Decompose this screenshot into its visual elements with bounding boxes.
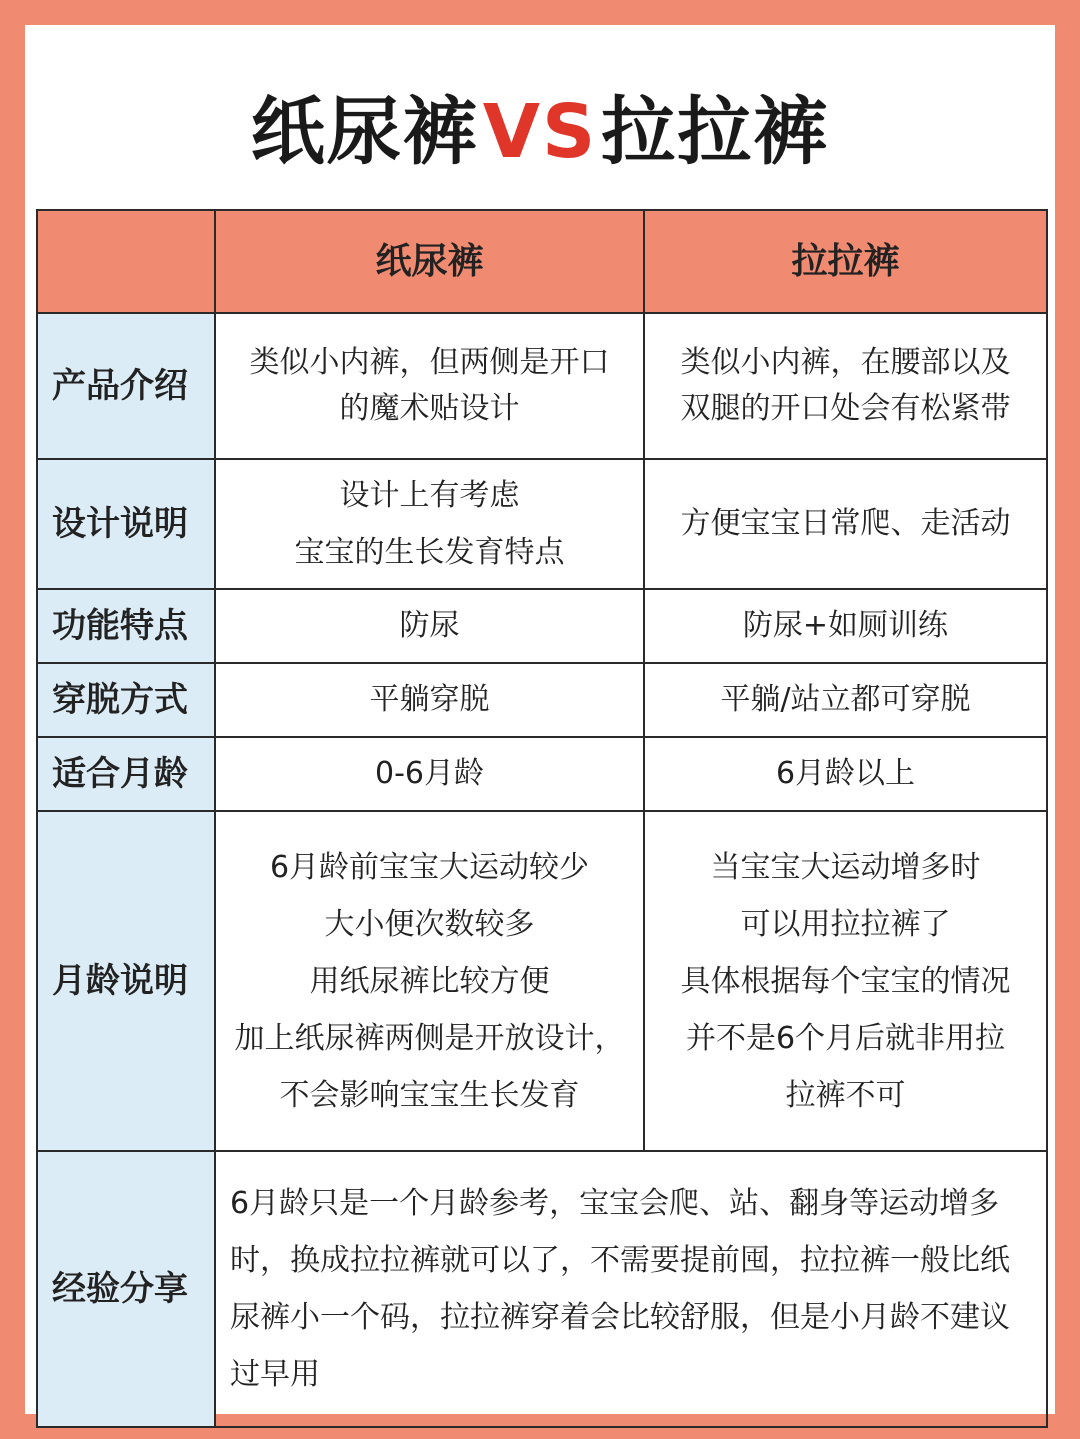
cell-pullup: 防尿+如厕训练 xyxy=(644,589,1047,663)
header-corner xyxy=(37,210,215,313)
cell-diaper: 类似小内裤，但两侧是开口 的魔术贴设计 xyxy=(215,313,644,459)
page-title xyxy=(25,89,1055,175)
row-label: 月龄说明 xyxy=(37,811,215,1151)
header-pullup: 拉拉裤 xyxy=(644,210,1047,313)
row-label: 适合月龄 xyxy=(37,737,215,811)
row-label: 产品介绍 xyxy=(37,313,215,459)
cell-diaper: 设计上有考虑 宝宝的生长发育特点 xyxy=(215,459,644,589)
table-row xyxy=(37,313,1047,459)
header-diaper: 纸尿裤 xyxy=(215,210,644,313)
cell-pullup: 平躺/站立都可穿脱 xyxy=(644,663,1047,737)
title-part2: 拉拉裤 xyxy=(601,89,830,175)
cell-diaper: 平躺穿脱 xyxy=(215,663,644,737)
title-vs: VS xyxy=(482,89,598,175)
table-row xyxy=(37,811,1047,1151)
table-header-row xyxy=(37,210,1047,313)
row-label: 功能特点 xyxy=(37,589,215,663)
table-row xyxy=(37,459,1047,589)
cell-diaper: 防尿 xyxy=(215,589,644,663)
table-row xyxy=(37,1151,1047,1427)
title-part1: 纸尿裤 xyxy=(250,89,479,175)
table-row xyxy=(37,737,1047,811)
cell-diaper: 0-6月龄 xyxy=(215,737,644,811)
row-label: 设计说明 xyxy=(37,459,215,589)
cell-diaper: 6月龄前宝宝大运动较少 大小便次数较多 用纸尿裤比较方便 加上纸尿裤两侧是开放设计， 不会影响宝宝生长发育 xyxy=(215,811,644,1151)
experience-share-text: 6月龄只是一个月龄参考，宝宝会爬、站、翻身等运动增多时，换成拉拉裤就可以了，不需要提前囤，拉拉裤一般比纸尿裤小一个码，拉拉裤穿着会比较舒服，但是小月龄不建议过早用 xyxy=(215,1151,1047,1427)
row-label: 经验分享 xyxy=(37,1151,215,1427)
comparison-table xyxy=(36,209,1048,1428)
table-row xyxy=(37,589,1047,663)
cell-pullup: 类似小内裤，在腰部以及 双腿的开口处会有松紧带 xyxy=(644,313,1047,459)
cell-pullup: 6月龄以上 xyxy=(644,737,1047,811)
row-label: 穿脱方式 xyxy=(37,663,215,737)
cell-pullup: 方便宝宝日常爬、走活动 xyxy=(644,459,1047,589)
table-row xyxy=(37,663,1047,737)
cell-pullup: 当宝宝大运动增多时 可以用拉拉裤了 具体根据每个宝宝的情况 并不是6个月后就非用拉 拉裤不可 xyxy=(644,811,1047,1151)
